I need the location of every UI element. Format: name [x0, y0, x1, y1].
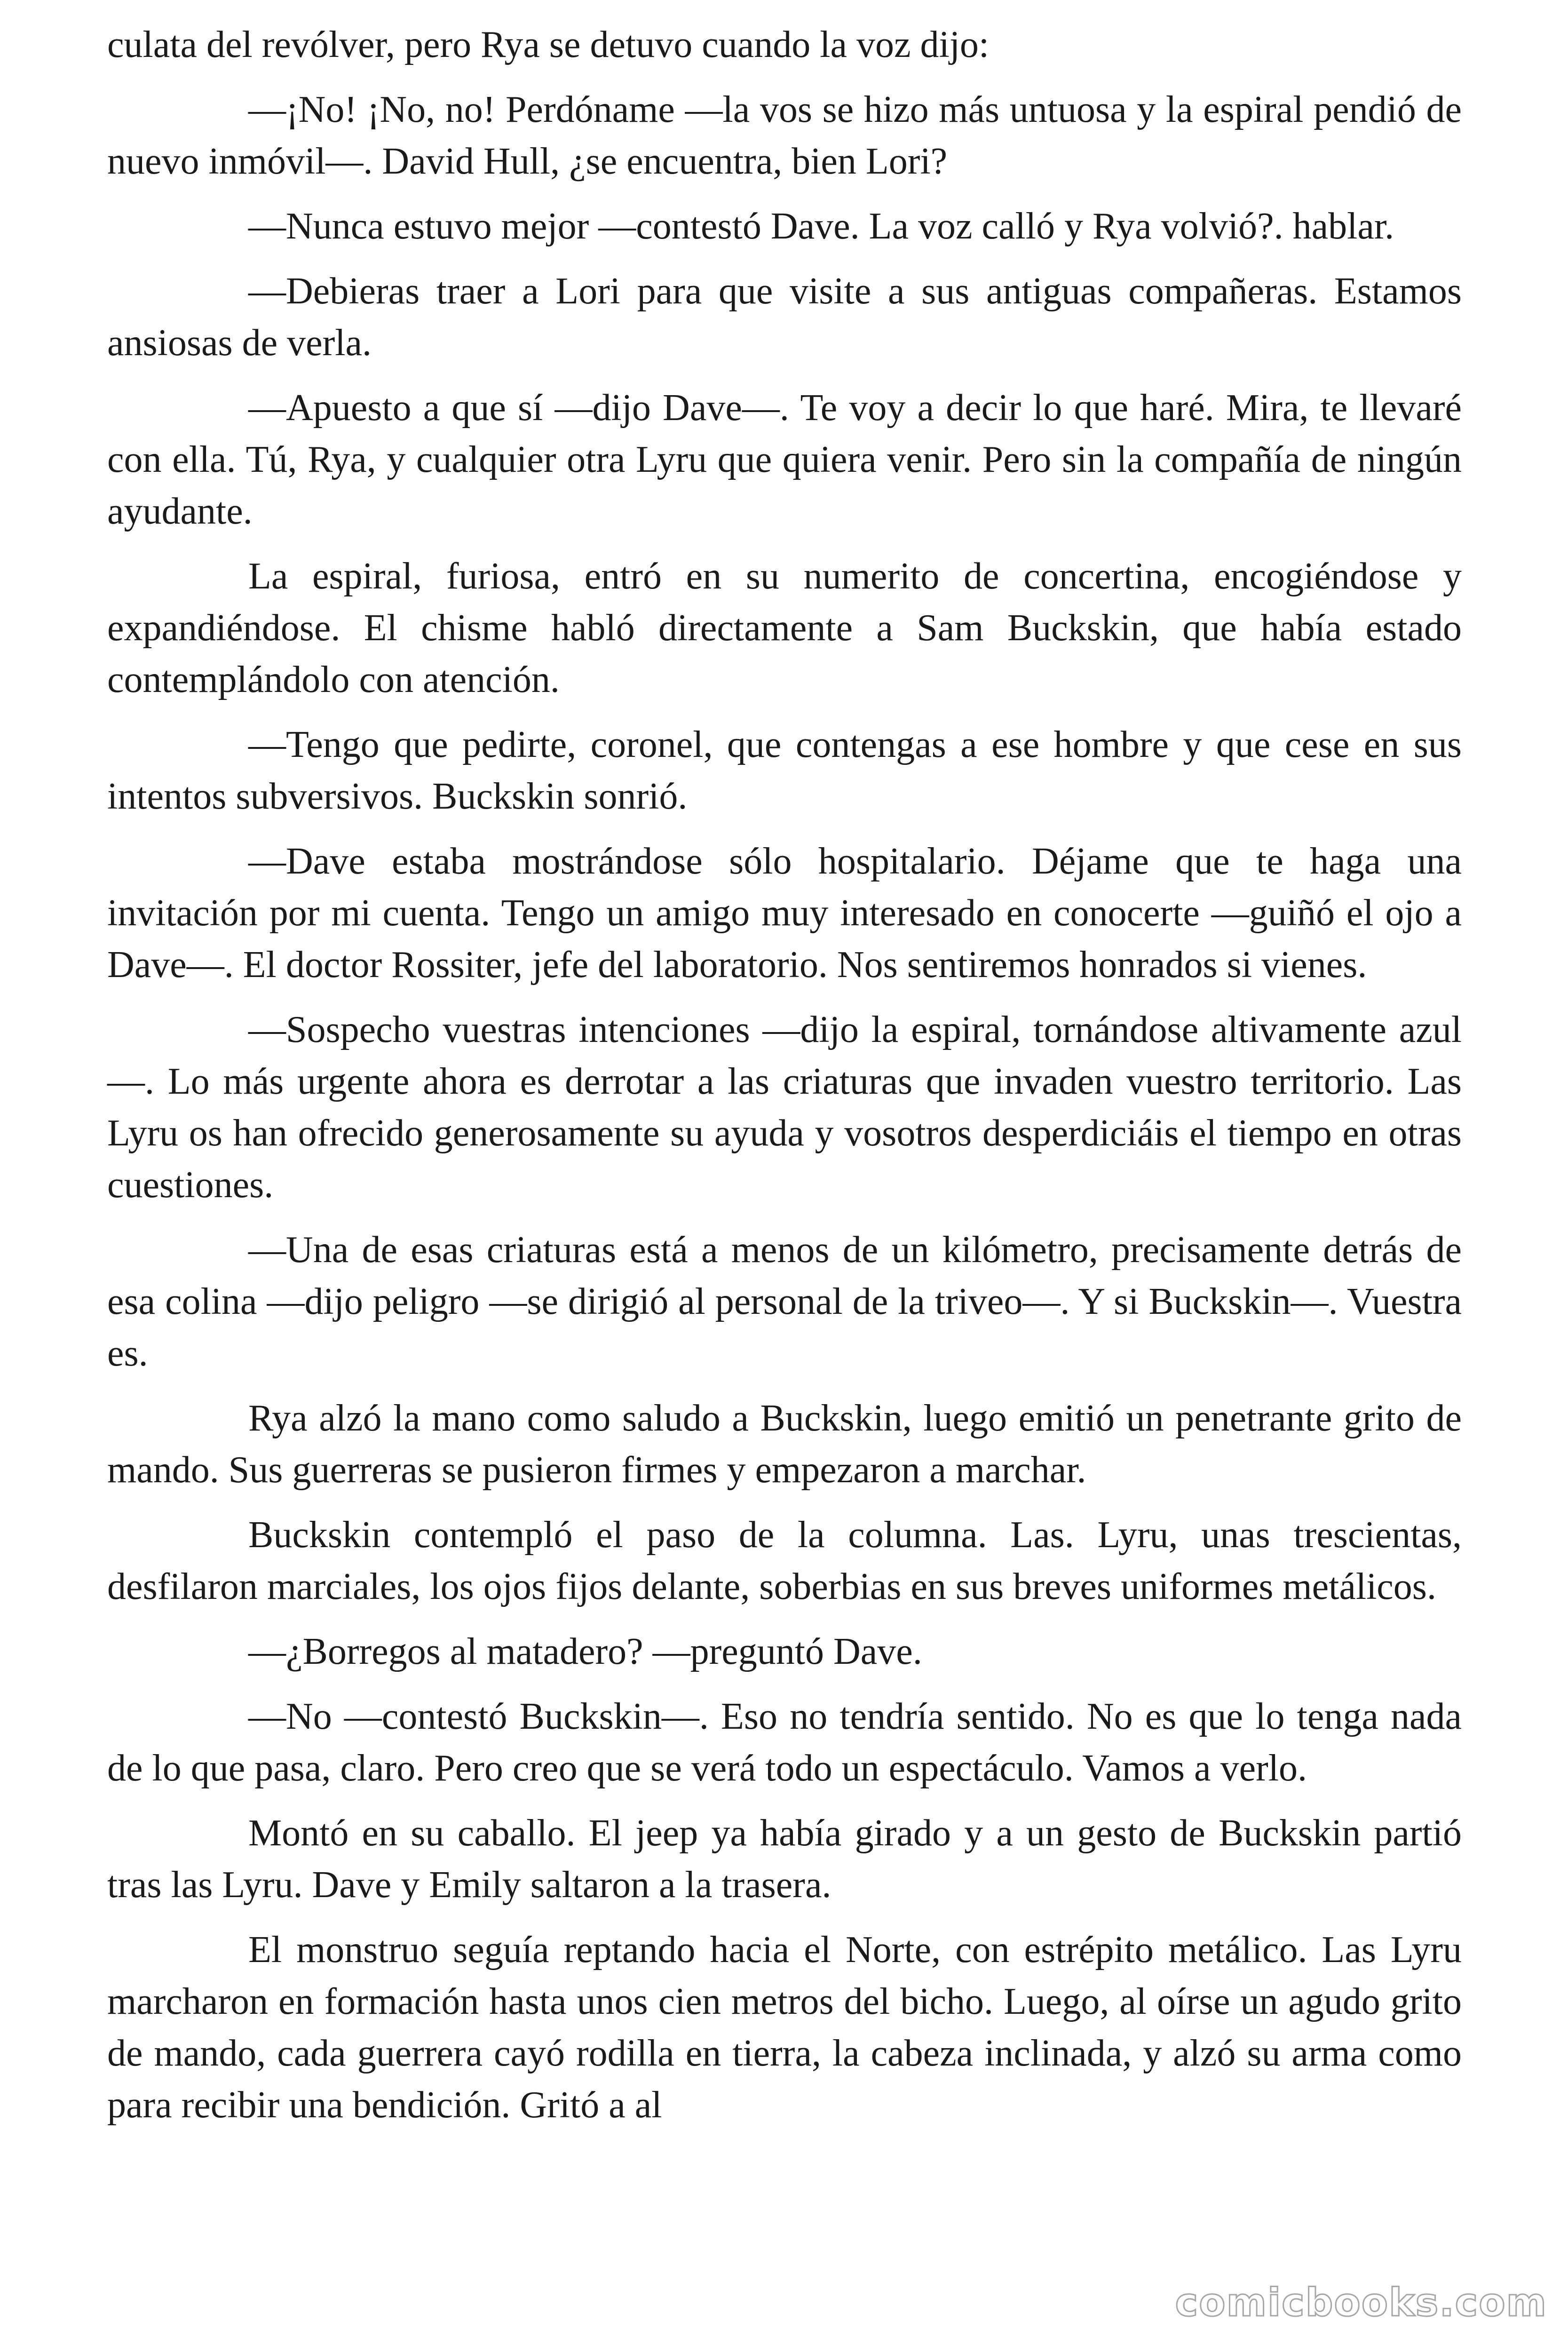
paragraph-4: —Debieras traer a Lori para que visite a sus antiguas compañeras. Estamos ansiosas de verla. [107, 270, 1462, 364]
paragraph-7: —Tengo que pedirte, coronel, que contengas a ese hombre y que cese en sus intentos subversivos. Buckskin sonrió. [107, 724, 1462, 817]
paragraph-14: —No —contestó Buckskin—. Eso no tendría sentido. No es que lo tenga nada de lo que pasa, claro. Pero creo que se verá todo un espectáculo. Vamos a verlo. [107, 1696, 1462, 1789]
paragraph-13: —¿Borregos al matadero? —preguntó Dave. [248, 1631, 922, 1672]
paragraph-16: El monstruo seguía reptando hacia el Norte, con estrépito metálico. Las Lyru marcharon en formación hasta unos cien metros del bicho. Luego, al oírse un agudo grito de mando, cada guerrera cayó rodilla en tierra, la cabeza inclinada, y alzó su arma como para recibir una bendición. Gritó a al [107, 1929, 1462, 2126]
paragraph-5: —Apuesto a que sí —dijo Dave—. Te voy a decir lo que haré. Mira, te llevaré con ella. Tú, Rya, y cualquier otra Lyru que quiera venir. Pero sin la compañía de ningún ayudante. [107, 387, 1462, 532]
watermark: comicbooks.com [1175, 2280, 1547, 2325]
paragraph-15: Montó en su caballo. El jeep ya había girado y a un gesto de Buckskin partió tras las Lyru. Dave y Emily saltaron a la trasera. [107, 1812, 1462, 1906]
paragraph-9: —Sospecho vuestras intenciones —dijo la espiral, tornándose altivamente azul—. Lo más urgente ahora es derrotar a las criaturas que invaden vuestro territorio. Las Lyru os han ofrecido generosamente su ayuda y vosotros desperdiciáis el tiempo en otras cuestiones. [107, 1009, 1462, 1206]
paragraph-10: —Una de esas criaturas está a menos de un kilómetro, precisamente detrás de esa colina —dijo peligro —se dirigió al personal de la triveo—. Y si Buckskin—. Vuestra es. [107, 1229, 1462, 1374]
book-page [107, 19, 1462, 2144]
paragraph-2: —¡No! ¡No, no! Perdóname —la vos se hizo más untuosa y la espiral pendió de nuevo inmóvil—. David Hull, ¿se encuentra, bien Lori? [107, 89, 1462, 182]
paragraph-8: —Dave estaba mostrándose sólo hospitalario. Déjame que te haga una invitación por mi cuenta. Tengo un amigo muy interesado en conocerte —guiñó el ojo a Dave—. El doctor Rossiter, jefe del laboratorio. Nos sentiremos honrados si vienes. [107, 841, 1462, 985]
paragraph-1: culata del revólver, pero Rya se detuvo cuando la voz dijo: [107, 24, 990, 65]
paragraph-11: Rya alzó la mano como saludo a Buckskin, luego emitió un penetrante grito de mando. Sus guerreras se pusieron firmes y empezaron a marchar. [107, 1398, 1462, 1491]
paragraph-6: La espiral, furiosa, entró en su numerito de concertina, encogiéndose y expandiéndose. El chisme habló directamente a Sam Buckskin, que había estado contemplándolo con atención. [107, 556, 1462, 700]
paragraph-3: —Nunca estuvo mejor —contestó Dave. La voz calló y Rya volvió?. hablar. [248, 206, 1394, 247]
paragraph-12: Buckskin contempló el paso de la columna. Las. Lyru, unas trescientas, desfilaron marciales, los ojos fijos delante, soberbias en sus breves uniformes metálicos. [107, 1514, 1462, 1607]
